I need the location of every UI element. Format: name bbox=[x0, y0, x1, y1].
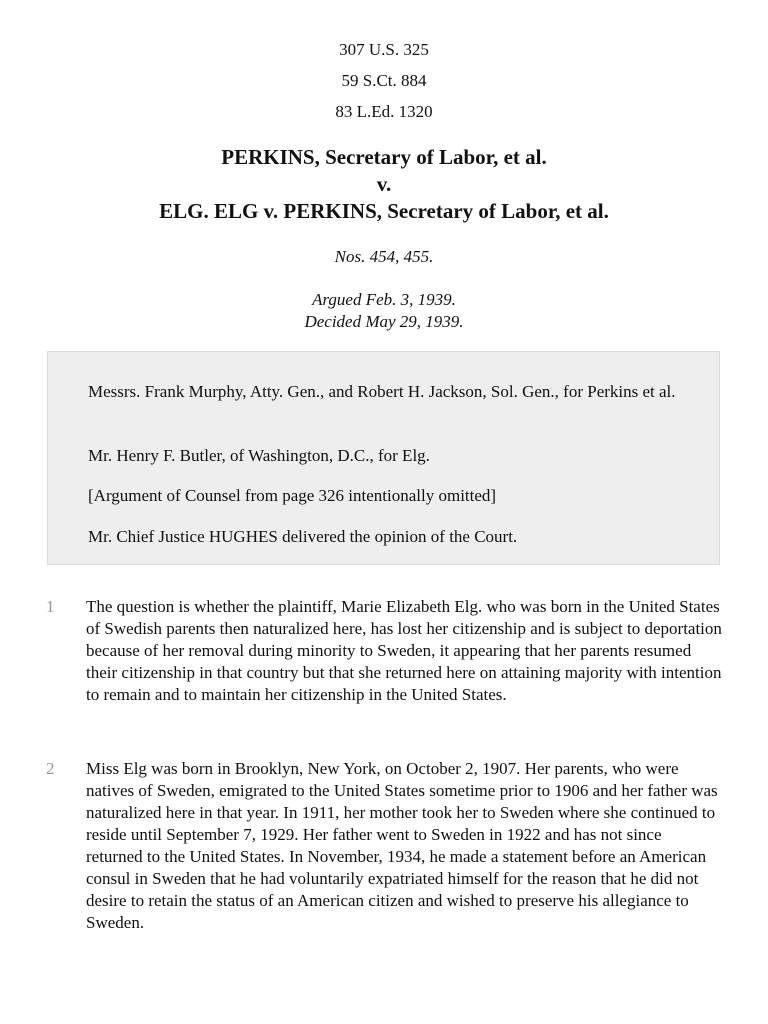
docket-numbers: Nos. 454, 455. bbox=[334, 247, 434, 266]
counsel-for-elg: Mr. Henry F. Butler, of Washington, D.C., for Elg. bbox=[88, 446, 430, 465]
counsel-box bbox=[47, 351, 720, 565]
case-title-line-1: PERKINS, Secretary of Labor, et al. bbox=[221, 145, 547, 169]
citation-us-reports: 307 U.S. 325 bbox=[339, 40, 429, 59]
counsel-for-perkins: Messrs. Frank Murphy, Atty. Gen., and Robert H. Jackson, Sol. Gen., for Perkins et al. bbox=[88, 382, 676, 401]
case-title-versus: v. bbox=[376, 172, 392, 196]
paragraph-text: Miss Elg was born in Brooklyn, New York, on October 2, 1907. Her parents, who were natives of Sweden, emigrated to the United States sometime prior to 1906 and her father was naturalized here in that year. In 1911, her mother took her to Sweden where she continued to reside until September 7, 1929. Her father went to Sweden in 1922 and has not since returned to the United States. In November, 1934, he made a statement before an American consul in Sweden that he had voluntarily expatriated himself for the reason that he did not desire to retain the status of an American citizen and wished to preserve his allegiance to Sweden. bbox=[86, 759, 718, 932]
case-title bbox=[0, 144, 768, 225]
argued-date: Argued Feb. 3, 1939. bbox=[312, 290, 456, 309]
case-title-line-3: ELG. ELG v. PERKINS, Secretary of Labor, et al. bbox=[159, 199, 609, 223]
case-dates bbox=[0, 289, 768, 333]
argument-omitted-note: [Argument of Counsel from page 326 intentionally omitted] bbox=[88, 486, 497, 505]
decided-date: Decided May 29, 1939. bbox=[304, 312, 464, 331]
paragraph-number: 1 bbox=[46, 597, 55, 616]
paragraph-number: 2 bbox=[46, 759, 55, 778]
citations bbox=[0, 34, 768, 127]
opinion-author-line: Mr. Chief Justice HUGHES delivered the opinion of the Court. bbox=[88, 527, 518, 546]
paragraph-text: The question is whether the plaintiff, Marie Elizabeth Elg. who was born in the United States of Swedish parents then naturalized here, has lost her citizenship and is subject to deportation because of her removal during minority to Sweden, it appearing that her parents resumed their citizenship in that country but that she returned here on attaining majority with intention to remain and to maintain her citizenship in the United States. bbox=[86, 597, 722, 704]
citation-supreme-court-reporter: 59 S.Ct. 884 bbox=[341, 71, 427, 90]
citation-lawyers-edition: 83 L.Ed. 1320 bbox=[335, 102, 433, 121]
